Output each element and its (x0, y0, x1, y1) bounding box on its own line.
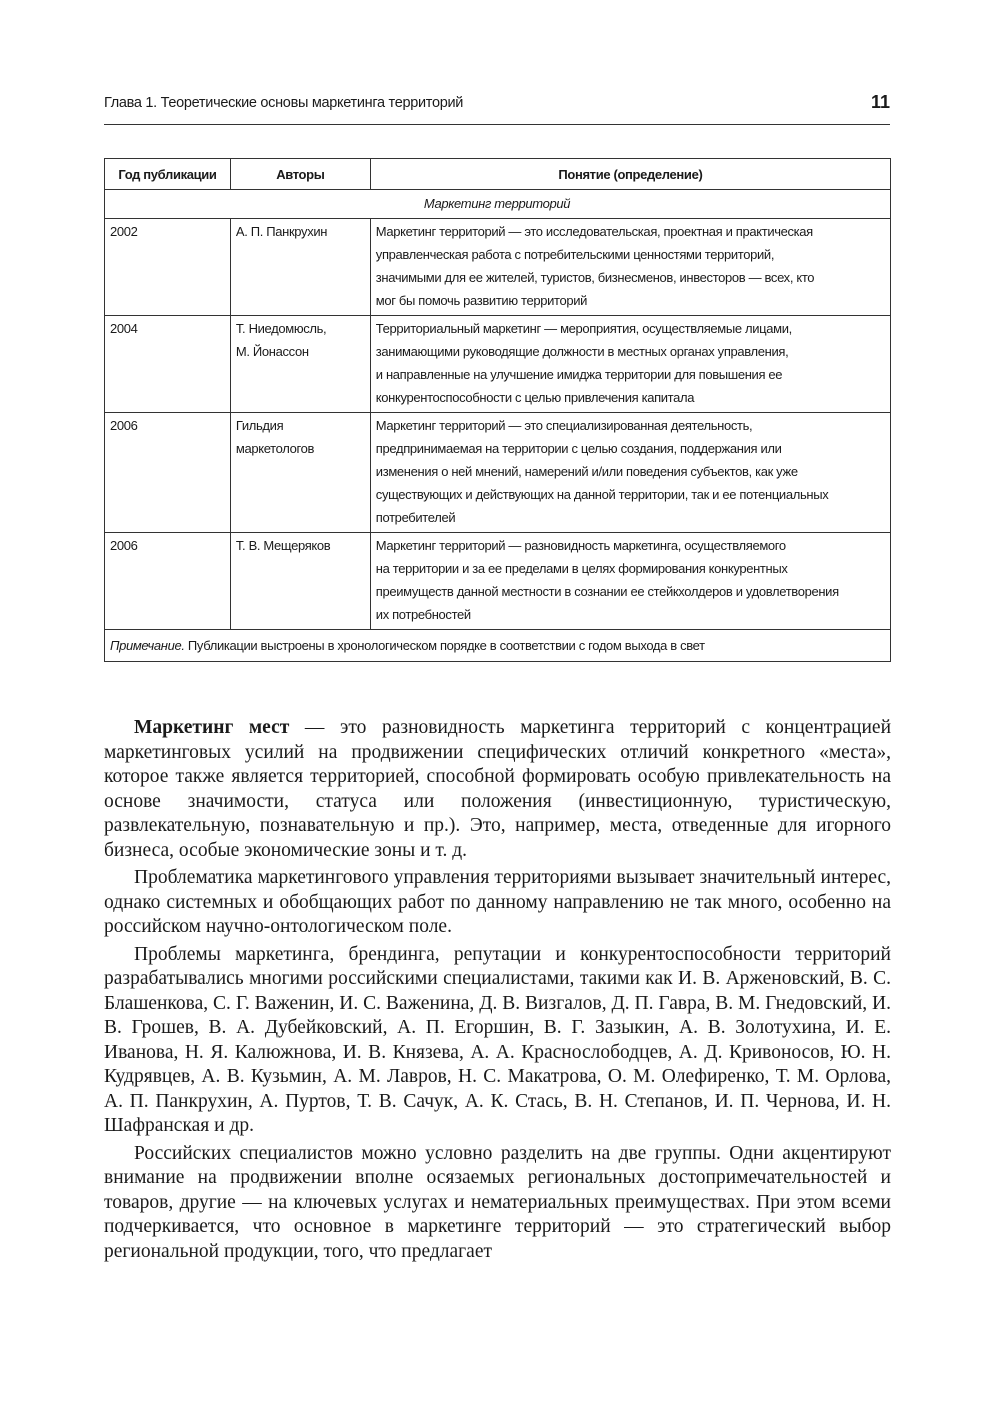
cell-authors (230, 413, 370, 533)
definition-line: потребителей (375, 510, 456, 525)
definition-line: и направленные на улучшение имиджа территории для повышения ее (375, 367, 783, 382)
cell-authors (230, 219, 370, 316)
column-header-definition: Понятие (определение) (370, 159, 890, 190)
column-header-authors: Авторы (230, 159, 370, 190)
cell-year: 2002 (105, 219, 231, 316)
author-line: А. П. Панкрухин (235, 224, 328, 239)
section-title: Маркетинг территорий (105, 190, 891, 219)
author-line: Т. Ниедомюсль, (235, 321, 327, 336)
page-number: 11 (870, 92, 890, 112)
cell-year: 2004 (105, 316, 231, 413)
running-header (104, 88, 890, 125)
definition-line: на территории и за ее пределами в целях формирования конкурентных (375, 561, 788, 576)
definition-line: значимыми для ее жителей, туристов, бизнесменов, инвесторов — всех, кто (375, 270, 815, 285)
definition-line: конкурентоспособности с целью привлечения капитала (375, 390, 695, 405)
cell-year: 2006 (105, 533, 231, 630)
definition-line: Маркетинг территорий — разновидность маркетинга, осуществляемого (375, 538, 786, 553)
author-line: Гильдия (235, 418, 284, 433)
author-line: маркетологов (235, 441, 315, 456)
paragraph: Проблематика маркетингового управления территориями вызывает значительный интерес, однако системных и обобщающих работ по данному направлению не так много, особенно на российском научно-онтологическом поле. (104, 867, 891, 937)
cell-definition (370, 533, 890, 630)
paragraph-text: — это разновидность маркетинга территорий с концентрацией маркетинговых усилий на продвижении специфических отличий конкретного «места», которое также является территорией, способной формировать особую привлекательность на основе значимости, статуса или положения (инвестиционную, туристическую, развлекательную, познавательную и пр.). Это, например, места, отведенные для игорного бизнеса, особые экономические зоны и т. д. (104, 717, 892, 861)
definitions-table (104, 158, 891, 662)
note-text: Публикации выстроены в хронологическом порядке в соответствии с годом выхода в свет (184, 638, 705, 653)
cell-authors (230, 316, 370, 413)
cell-year: 2006 (105, 413, 231, 533)
author-line: М. Йонассон (235, 344, 309, 359)
chapter-title: Глава 1. Теоретические основы маркетинга территорий (104, 95, 464, 111)
cell-definition (370, 316, 890, 413)
definition-line: существующих и действующих на данной территории, так и ее потенциальных (375, 487, 829, 502)
section-row (105, 190, 891, 219)
term-bold: Маркетинг мест (134, 717, 290, 738)
table-header-row (105, 159, 891, 190)
column-header-year: Год публикации (105, 159, 231, 190)
table-row (105, 533, 891, 630)
table-row (105, 413, 891, 533)
cell-definition (370, 219, 890, 316)
note-row (105, 630, 891, 662)
definition-line: занимающими руководящие должности в местных органах управления, (375, 344, 789, 359)
body-text (104, 716, 891, 1264)
author-line: Т. В. Мещеряков (235, 538, 331, 553)
note-label: Примечание. (110, 638, 185, 653)
table-row (105, 316, 891, 413)
definition-line: мог бы помочь развитию территорий (375, 293, 588, 308)
definition-line: управленческая работа с потребительскими ценностями территорий, (375, 247, 775, 262)
definition-line: изменения о ней мнений, намерений и/или поведения субъектов, как уже (375, 464, 798, 479)
definition-line: преимуществ данной местности в сознании ее стейкхолдеров и удовлетворения (375, 584, 839, 599)
table-note (105, 630, 891, 662)
cell-authors (230, 533, 370, 630)
table-row (105, 219, 891, 316)
definition-line: Территориальный маркетинг — мероприятия, осуществляемые лицами, (375, 321, 792, 336)
paragraph: Российских специалистов можно условно разделить на две группы. Одни акцентируют внимание на продвижении вполне осязаемых региональных достопримечательностей и товаров, другие — на ключевых услугах и нематериальных преимуществах. При этом всеми подчеркивается, что основное в маркетинге территорий — это стратегический выбор региональной продукции, того, что предлагает (104, 1142, 891, 1262)
definition-line: предпринимаемая на территории с целью создания, поддержания или (375, 441, 782, 456)
definition-line: Маркетинг территорий — это специализированная деятельность, (375, 418, 753, 433)
paragraph: Проблемы маркетинга, брендинга, репутации и конкурентоспособности территорий разрабатывались многими российскими специалистами, такими как И. В. Арженовский, В. С. Блашенкова, С. Г. Важенин, И. С. Важенина, Д. В. Визгалов, Д. П. Гавра, В. М. Гнедовский, И. В. Грошев, В. А. Дубейковский, А. П. Егоршин, В. Г. Зазыкин, А. В. Золотухина, И. Е. Иванова, Н. Я. Калюжнова, И. В. Князева, А. А. Краснослободцев, А. Д. Кривоносов, Ю. Н. Кудрявцев, А. В. Кузьмин, А. М. Лавров, Н. С. Макатрова, О. М. Олефиренко, Т. М. Орлова, А. П. Панкрухин, А. Пуртов, Т. В. Сачук, А. К. Стась, В. Н. Степанов, И. П. Чернова, И. Н. Шафранская и др. (104, 943, 891, 1136)
paragraph (104, 716, 891, 863)
definition-line: Маркетинг территорий — это исследовательская, проектная и практическая (375, 224, 813, 239)
definition-line: их потребностей (375, 607, 471, 622)
cell-definition (370, 413, 890, 533)
